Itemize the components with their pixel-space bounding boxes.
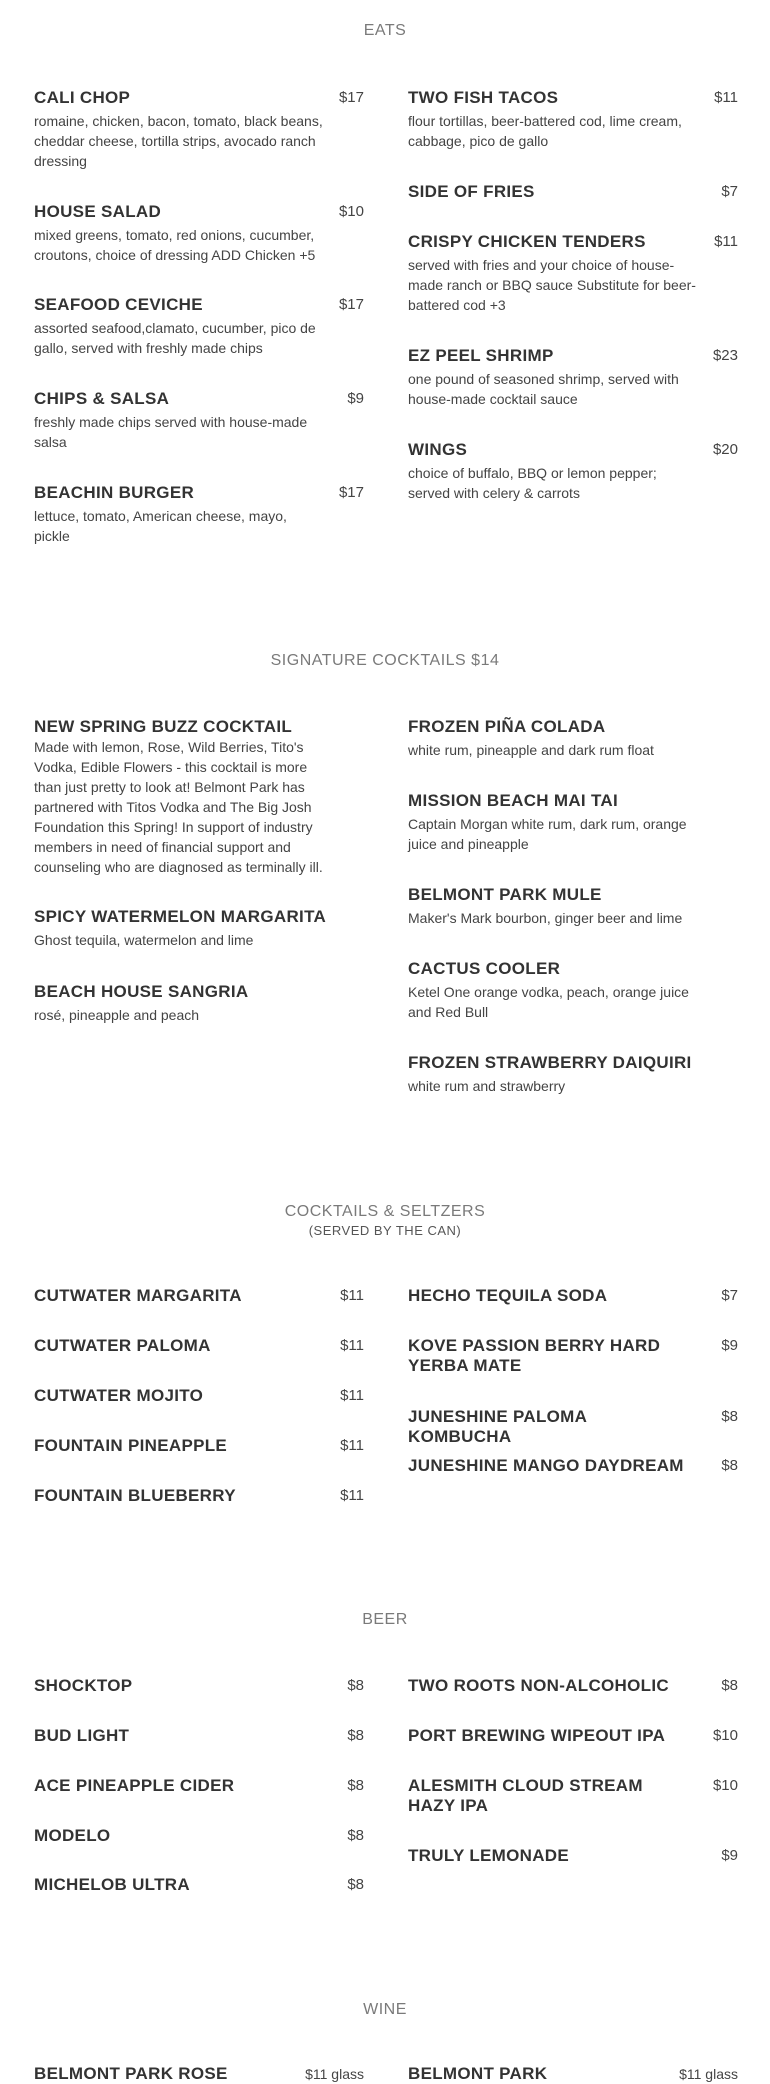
item-description: Made with lemon, Rose, Wild Berries, Tito's Vodka, Edible Flowers - this cocktail is more than just pretty to look at! Belmont Park has partnered with Titos Vodka and The Big Josh Foundation this Spring! In support of industry members in need of financial support and counseling who are diagnosed as terminally ill. xyxy=(34,739,323,875)
menu-item xyxy=(34,1826,364,1846)
menu-item xyxy=(34,982,364,1025)
item-name: CACTUS COOLER xyxy=(408,959,561,978)
menu-item xyxy=(34,1336,364,1356)
item-name: BEACHIN BURGER xyxy=(34,483,195,502)
menu-item xyxy=(408,1286,738,1306)
item-name: MICHELOB ULTRA xyxy=(34,1875,190,1894)
item-name: PORT BREWING WIPEOUT IPA xyxy=(408,1726,666,1745)
item-description: Ghost tequila, watermelon and lime xyxy=(34,932,254,948)
item-price: $9 xyxy=(721,1337,738,1354)
menu-item xyxy=(408,88,738,151)
item-price: $10 xyxy=(712,1777,738,1794)
menu-item xyxy=(34,907,364,950)
menu-item xyxy=(34,1676,364,1696)
item-description: Captain Morgan white rum, dark rum, orange juice and pineapple xyxy=(408,816,687,852)
item-name: MISSION BEACH MAI TAI xyxy=(408,791,618,810)
item-name: BELMONT PARK MULE xyxy=(408,885,602,904)
item-name: CALI CHOP xyxy=(34,88,131,107)
item-name: FROZEN STRAWBERRY DAIQUIRI xyxy=(408,1053,692,1072)
item-description: lettuce, tomato, American cheese, mayo, pickle xyxy=(34,508,287,544)
menu-item xyxy=(34,88,364,171)
item-description: Maker's Mark bourbon, ginger beer and lime xyxy=(408,910,683,926)
menu-item xyxy=(34,202,364,265)
item-name: CUTWATER PALOMA xyxy=(34,1336,211,1355)
item-description: white rum, pineapple and dark rum float xyxy=(408,742,654,758)
item-name: ACE PINEAPPLE CIDER xyxy=(34,1776,235,1795)
menu-item xyxy=(408,1726,738,1746)
item-description: one pound of seasoned shrimp, served with house-made cocktail sauce xyxy=(408,371,679,407)
menu-item xyxy=(408,1336,738,1376)
menu-item xyxy=(34,1486,364,1506)
menu-item xyxy=(34,295,364,358)
item-price: $10 xyxy=(338,203,364,220)
item-price: $11 xyxy=(340,1387,364,1404)
item-name: JUNESHINE MANGO DAYDREAM xyxy=(408,1456,684,1475)
item-description: mixed greens, tomato, red onions, cucumber, croutons, choice of dressing ADD Chicken +5 xyxy=(34,227,316,263)
item-name: FROZEN PIÑA COLADA xyxy=(408,717,606,736)
menu-item xyxy=(34,1875,364,1895)
item-name: HECHO TEQUILA SODA xyxy=(408,1286,608,1305)
item-price: $9 xyxy=(721,1847,738,1864)
item-name: EZ PEEL SHRIMP xyxy=(408,346,554,365)
item-description: freshly made chips served with house-made salsa xyxy=(34,414,308,450)
item-price: $7 xyxy=(721,1287,738,1304)
item-name: TWO ROOTS NON-ALCOHOLIC xyxy=(408,1676,669,1695)
item-name: BELMONT PARK xyxy=(408,2064,548,2083)
menu-item xyxy=(34,483,364,546)
menu-item xyxy=(34,2064,364,2084)
menu-item xyxy=(408,959,738,1022)
section-title-signature-cocktails: SIGNATURE COCKTAILS $14 xyxy=(270,652,500,669)
menu-item xyxy=(408,1776,738,1816)
menu-item xyxy=(34,1436,364,1456)
item-description: assorted seafood,clamato, cucumber, pico de gallo, served with freshly made chips xyxy=(34,320,316,356)
menu-item xyxy=(408,885,738,928)
item-price: $20 xyxy=(712,441,738,458)
item-price: $17 xyxy=(338,89,364,106)
menu-item xyxy=(408,1676,738,1696)
item-description: rosé, pineapple and peach xyxy=(34,1007,200,1023)
item-price: $11 glass xyxy=(305,2066,364,2082)
item-price: $8 xyxy=(721,1677,738,1694)
menu-item xyxy=(34,1776,364,1796)
item-price: $17 xyxy=(338,296,364,313)
section-title-cocktails-seltzers: COCKTAILS & SELTZERS xyxy=(284,1203,486,1220)
item-name: FOUNTAIN BLUEBERRY xyxy=(34,1486,236,1505)
item-name: JUNESHINE PALOMA KOMBUCHA xyxy=(408,1407,587,1446)
item-price: $11 xyxy=(340,1487,364,1504)
item-price: $11 xyxy=(340,1437,364,1454)
menu-item xyxy=(408,1846,738,1866)
item-price: $11 xyxy=(340,1287,364,1304)
item-price: $8 xyxy=(721,1408,738,1425)
menu-item xyxy=(34,1286,364,1306)
item-name: BEACH HOUSE SANGRIA xyxy=(34,982,249,1001)
item-description: romaine, chicken, bacon, tomato, black beans, cheddar cheese, tortilla strips, avocado ranch dressing xyxy=(34,113,323,169)
item-name: SHOCKTOP xyxy=(34,1676,133,1695)
item-name: CHIPS & SALSA xyxy=(34,389,170,408)
item-name: BELMONT PARK ROSE xyxy=(34,2064,228,2083)
item-name: KOVE PASSION BERRY HARD YERBA MATE xyxy=(408,1336,661,1375)
item-name: WINGS xyxy=(408,440,468,459)
item-price: $8 xyxy=(347,1727,364,1744)
menu-item xyxy=(408,346,738,409)
item-name: CUTWATER MOJITO xyxy=(34,1386,204,1405)
item-price: $8 xyxy=(721,1457,738,1474)
item-price: $17 xyxy=(338,484,364,501)
item-name: HOUSE SALAD xyxy=(34,202,162,221)
menu-item xyxy=(408,182,738,202)
item-name: CRISPY CHICKEN TENDERS xyxy=(408,232,646,251)
menu-item xyxy=(408,1053,738,1096)
item-price: $8 xyxy=(347,1827,364,1844)
item-name: SEAFOOD CEVICHE xyxy=(34,295,203,314)
item-description: flour tortillas, beer-battered cod, lime cream, cabbage, pico de gallo xyxy=(408,113,682,149)
item-price: $11 xyxy=(340,1337,364,1354)
item-name: TRULY LEMONADE xyxy=(408,1846,569,1865)
item-price: $8 xyxy=(347,1777,364,1794)
item-price: $8 xyxy=(347,1876,364,1893)
item-price: $11 glass xyxy=(679,2066,738,2082)
item-description: choice of buffalo, BBQ or lemon pepper; served with celery & carrots xyxy=(408,465,657,501)
menu-item xyxy=(34,1386,364,1406)
section-title-beer: BEER xyxy=(362,1611,408,1628)
item-name: BUD LIGHT xyxy=(34,1726,130,1745)
item-name: NEW SPRING BUZZ COCKTAIL xyxy=(34,717,293,736)
item-name: SIDE OF FRIES xyxy=(408,182,535,201)
item-name: TWO FISH TACOS xyxy=(408,88,559,107)
item-name: SPICY WATERMELON MARGARITA xyxy=(34,907,327,926)
menu-item xyxy=(408,717,738,760)
item-price: $10 xyxy=(712,1727,738,1744)
menu-item xyxy=(34,1726,364,1746)
menu-item xyxy=(34,389,364,452)
menu-item xyxy=(408,440,738,503)
item-name: MODELO xyxy=(34,1826,111,1845)
menu-item xyxy=(408,1407,738,1447)
item-name: FOUNTAIN PINEAPPLE xyxy=(34,1436,228,1455)
section-title-wine: WINE xyxy=(363,2001,407,2018)
menu-item xyxy=(408,1456,738,1476)
item-price: $7 xyxy=(721,183,738,200)
item-price: $11 xyxy=(714,233,738,250)
item-description: Ketel One orange vodka, peach, orange juice and Red Bull xyxy=(408,984,689,1020)
menu-item xyxy=(34,717,364,877)
menu-item xyxy=(408,2064,738,2084)
item-name: ALESMITH CLOUD STREAM HAZY IPA xyxy=(408,1776,643,1815)
section-subtitle: (SERVED BY THE CAN) xyxy=(308,1223,462,1238)
item-price: $8 xyxy=(347,1677,364,1694)
menu-item xyxy=(408,232,738,315)
menu-item xyxy=(408,791,738,854)
section-title-eats: EATS xyxy=(363,22,407,39)
item-price: $11 xyxy=(714,89,738,106)
item-description: served with fries and your choice of house-made ranch or BBQ sauce Substitute for beer-battered cod +3 xyxy=(408,257,696,313)
item-price: $23 xyxy=(712,347,738,364)
item-name: CUTWATER MARGARITA xyxy=(34,1286,242,1305)
item-price: $9 xyxy=(347,390,364,407)
item-description: white rum and strawberry xyxy=(408,1078,566,1094)
